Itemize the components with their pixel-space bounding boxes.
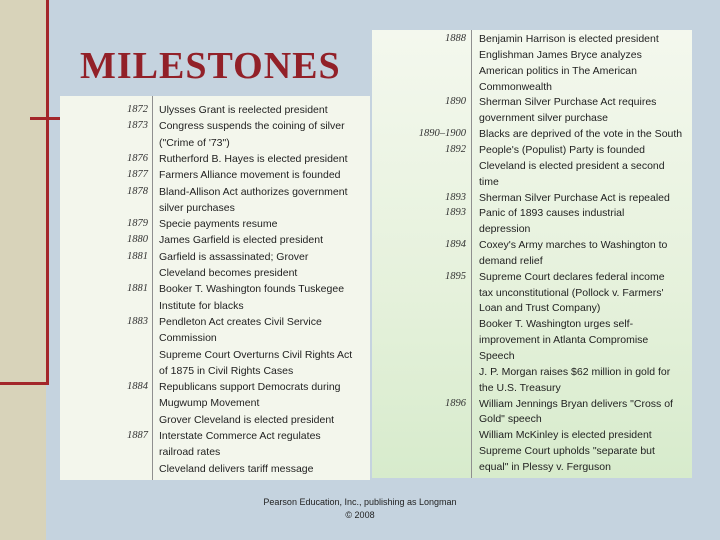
timeline-row <box>60 364 370 378</box>
timeline-event: time <box>479 175 499 188</box>
timeline-row <box>372 317 692 331</box>
timeline-year: 1884 <box>127 381 148 393</box>
timeline-event: Cleveland delivers tariff message <box>159 462 314 475</box>
timeline-row <box>372 365 692 379</box>
timeline-year: 1896 <box>445 397 466 409</box>
timeline-row <box>60 217 370 231</box>
timeline-row <box>60 201 370 215</box>
timeline-event: Panic of 1893 causes industrial <box>479 207 625 220</box>
timeline-year: 1878 <box>127 185 148 197</box>
timeline-row <box>372 175 692 189</box>
timeline-panel-right <box>372 30 692 478</box>
timeline-event: Specie payments resume <box>159 218 278 231</box>
timeline-event: the U.S. Treasury <box>479 381 561 394</box>
timeline-event: Grover Cleveland is elected president <box>159 413 335 426</box>
timeline-event: Pendleton Act creates Civil Service <box>159 315 322 328</box>
timeline-row <box>372 397 692 411</box>
timeline-event: demand relief <box>479 254 543 267</box>
timeline-row <box>60 348 370 362</box>
timeline-event: Rutherford B. Hayes is elected president <box>159 152 348 165</box>
timeline-event: William McKinley is elected president <box>479 429 652 442</box>
timeline-event: government silver purchase <box>479 112 608 125</box>
timeline-event: Sherman Silver Purchase Act is repealed <box>479 191 670 204</box>
timeline-event: railroad rates <box>159 446 221 459</box>
accent-bar-vertical <box>46 0 49 384</box>
timeline-row <box>372 80 692 94</box>
timeline-row <box>372 64 692 78</box>
timeline-row <box>60 250 370 264</box>
timeline-row <box>372 381 692 395</box>
timeline-event: Gold" speech <box>479 413 542 426</box>
timeline-year: 1894 <box>445 239 466 251</box>
timeline-event: Commission <box>159 332 217 345</box>
timeline-event: Loan and Trust Company) <box>479 302 601 315</box>
timeline-row <box>372 460 692 474</box>
timeline-event: Mugwump Movement <box>159 397 260 410</box>
timeline-row <box>372 32 692 46</box>
timeline-event: improvement in Atlanta Compromise <box>479 334 649 347</box>
timeline-row <box>60 103 370 117</box>
slide-title: MILESTONES <box>80 45 341 87</box>
timeline-event: Interstate Commerce Act regulates <box>159 430 321 442</box>
timeline-event: ("Crime of '73") <box>159 136 230 149</box>
timeline-event: Coxey's Army marches to Washington to <box>479 239 668 252</box>
timeline-year: 1877 <box>127 169 148 181</box>
timeline-event: Farmers Alliance movement is founded <box>159 169 341 182</box>
timeline-row <box>372 191 692 205</box>
timeline-year: 1883 <box>127 315 148 327</box>
timeline-row <box>60 315 370 329</box>
timeline-row <box>60 136 370 150</box>
timeline-year: 1876 <box>127 152 148 164</box>
timeline-row <box>372 412 692 426</box>
timeline-event: Commonwealth <box>479 80 552 93</box>
timeline-event: Benjamin Harrison is elected president <box>479 33 659 45</box>
footer-credit: Pearson Education, Inc., publishing as Longman <box>263 497 457 507</box>
timeline-row <box>372 286 692 300</box>
timeline-row <box>60 282 370 296</box>
timeline-event: depression <box>479 223 531 236</box>
timeline-year: 1881 <box>127 283 148 295</box>
timeline-row <box>60 380 370 394</box>
timeline-row <box>372 270 692 284</box>
timeline-year: 1887 <box>127 430 148 441</box>
timeline-row <box>372 349 692 363</box>
timeline-year: 1892 <box>445 143 466 155</box>
timeline-event: Blacks are deprived of the vote in the South <box>479 128 683 141</box>
timeline-row <box>372 254 692 268</box>
timeline-event: Sherman Silver Purchase Act requires <box>479 96 657 109</box>
timeline-event: American politics in The American <box>479 64 637 77</box>
timeline-row <box>372 159 692 173</box>
timeline-year: 1879 <box>127 218 148 230</box>
timeline-event: Cleveland becomes president <box>159 267 298 279</box>
timeline-row <box>60 266 370 280</box>
timeline-event: Republicans support Democrats during <box>159 381 341 394</box>
timeline-event: People's (Populist) Party is founded <box>479 143 646 156</box>
timeline-row <box>60 445 370 459</box>
timeline-year: 1893 <box>445 191 466 203</box>
timeline-row <box>60 331 370 345</box>
left-accent-strip <box>0 0 46 540</box>
timeline-row <box>60 185 370 199</box>
timeline-row <box>372 301 692 315</box>
timeline-row <box>60 233 370 247</box>
timeline-row <box>372 444 692 458</box>
timeline-row <box>372 95 692 109</box>
footer-copyright: © 2008 <box>345 510 375 520</box>
timeline-year: 1880 <box>127 234 148 246</box>
timeline-event: Booker T. Washington founds Tuskegee <box>159 283 345 296</box>
timeline-event: Garfield is assassinated; Grover <box>159 250 309 263</box>
timeline-event: Ulysses Grant is reelected president <box>159 104 328 116</box>
timeline-event: Congress suspends the coining of silver <box>159 120 345 133</box>
timeline-event: William Jennings Bryan delivers "Cross of <box>479 397 673 410</box>
timeline-row <box>60 299 370 313</box>
timeline-event: Institute for blacks <box>159 299 244 312</box>
timeline-event: Cleveland is elected president a second <box>479 159 665 172</box>
timeline-year: 1881 <box>127 250 148 262</box>
timeline-row <box>60 413 370 427</box>
timeline-event: Speech <box>479 350 515 362</box>
timeline-row <box>372 238 692 252</box>
timeline-event: Englishman James Bryce analyzes <box>479 48 642 61</box>
timeline-year: 1888 <box>445 33 466 44</box>
timeline-year: 1873 <box>127 120 148 132</box>
timeline-row <box>372 222 692 236</box>
timeline-year: 1893 <box>445 207 466 219</box>
timeline-event: Supreme Court declares federal income <box>479 270 665 283</box>
timeline-row <box>372 428 692 442</box>
timeline-event: Supreme Court upholds "separate but <box>479 445 655 458</box>
timeline-year: 1872 <box>127 104 148 115</box>
timeline-row <box>372 48 692 62</box>
timeline-row <box>60 152 370 166</box>
timeline-row <box>372 111 692 125</box>
timeline-row <box>60 462 370 476</box>
timeline-row <box>372 127 692 141</box>
timeline-year: 1890–1900 <box>418 128 466 140</box>
timeline-event: silver purchases <box>159 201 235 214</box>
timeline-row <box>372 143 692 157</box>
timeline-event: tax unconstitutional (Pollock v. Farmers' <box>479 286 664 299</box>
timeline-row <box>60 168 370 182</box>
timeline-row <box>372 206 692 220</box>
timeline-row <box>372 333 692 347</box>
timeline-event: Supreme Court Overturns Civil Rights Act <box>159 348 353 361</box>
timeline-event: Bland-Allison Act authorizes government <box>159 185 348 198</box>
accent-bar-lower <box>0 382 49 385</box>
timeline-year: 1895 <box>445 270 466 282</box>
timeline-panel-left <box>60 96 370 480</box>
timeline-row <box>60 119 370 133</box>
timeline-event: James Garfield is elected president <box>159 234 323 247</box>
timeline-row <box>60 396 370 410</box>
timeline-event: of 1875 in Civil Rights Cases <box>159 364 294 377</box>
timeline-event: Booker T. Washington urges self- <box>479 318 634 331</box>
timeline-row <box>60 429 370 443</box>
timeline-year: 1890 <box>445 96 466 108</box>
timeline-event: equal" in Plessy v. Ferguson <box>479 460 611 473</box>
timeline-event: J. P. Morgan raises $62 million in gold for <box>479 365 671 378</box>
